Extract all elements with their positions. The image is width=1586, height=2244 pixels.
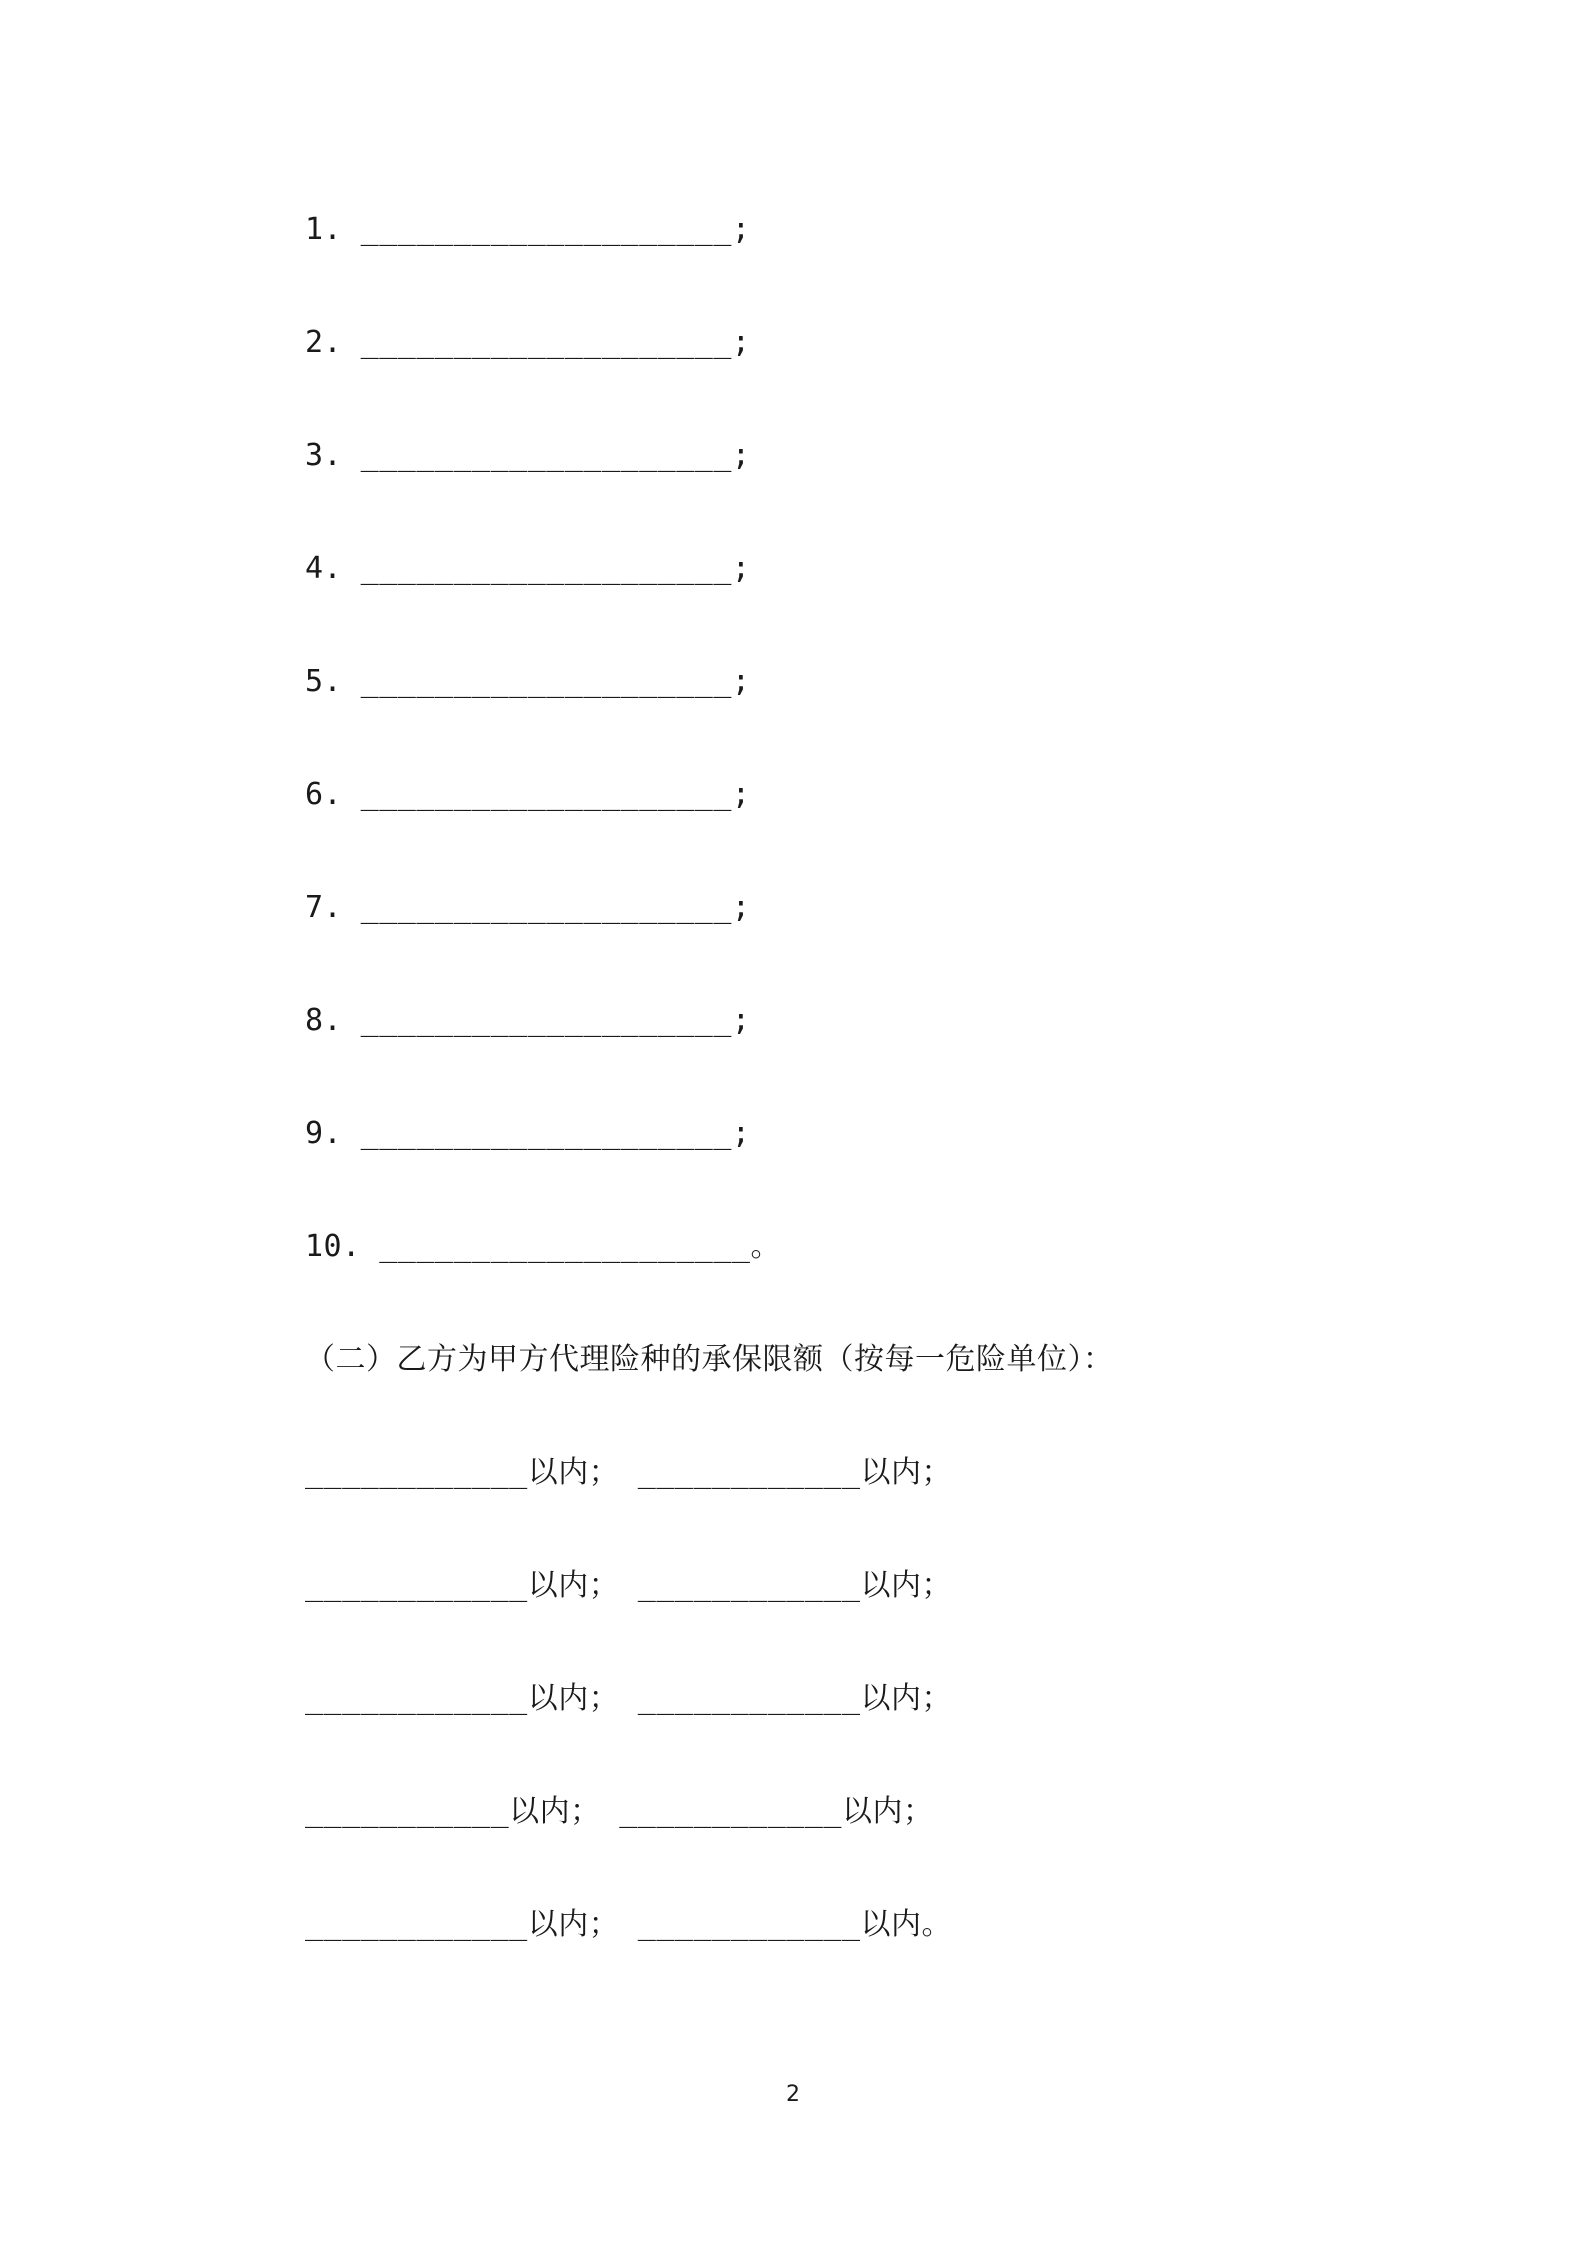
list-item: 6. ____________________; <box>305 777 751 812</box>
list-item: 1. ____________________; <box>305 212 751 247</box>
page-number: 2 <box>786 2082 800 2107</box>
list-item: 10. ____________________。 <box>305 1229 781 1264</box>
limit-row: ____________以内； ____________以内； <box>305 1681 953 1716</box>
section-heading: （二）乙方为甲方代理险种的承保限额（按每一危险单位）： <box>305 1342 1114 1377</box>
limit-row: ____________以内； ____________以内； <box>305 1568 953 1603</box>
list-item: 7. ____________________; <box>305 890 751 925</box>
list-item: 9. ____________________; <box>305 1116 751 1151</box>
list-item: 3. ____________________; <box>305 438 751 473</box>
list-item: 5. ____________________; <box>305 664 751 699</box>
limit-row: ____________以内； ____________以内； <box>305 1455 953 1490</box>
list-item: 4. ____________________; <box>305 551 751 586</box>
limit-row: ____________以内； ____________以内。 <box>305 1907 953 1942</box>
list-item: 8. ____________________; <box>305 1003 751 1038</box>
limit-row: ___________以内； ____________以内； <box>305 1794 934 1829</box>
list-item: 2. ____________________; <box>305 325 751 360</box>
